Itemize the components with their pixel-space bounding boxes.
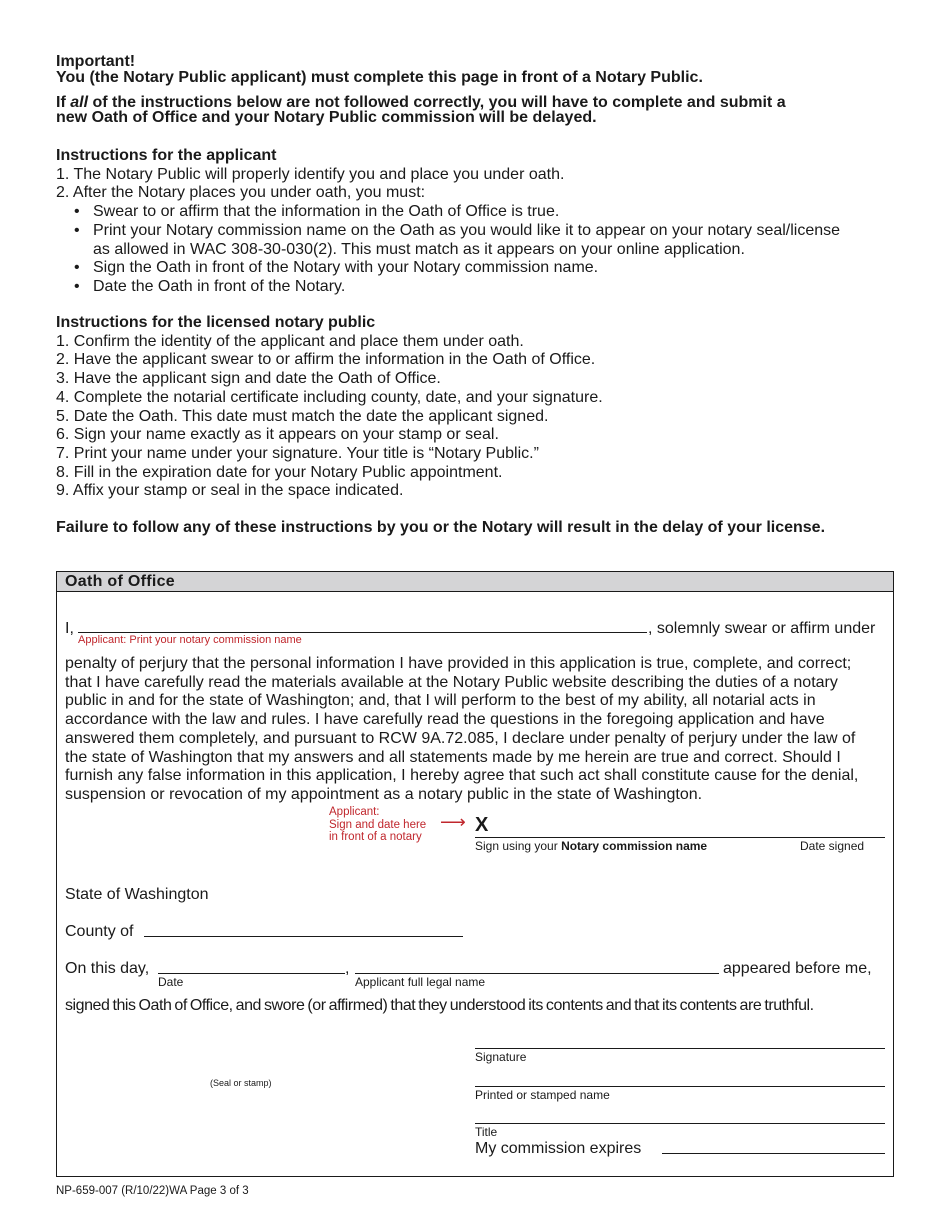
applicant-bullet-1: [56, 203, 840, 222]
applicant-item-2: 2. After the Notary places you under oath, you must:: [56, 184, 426, 202]
on-this-day-label: On this day,: [65, 960, 150, 977]
notary-item: 8. Fill in the expiration date for your Notary Public appointment.: [56, 463, 503, 481]
oath-paragraph-line: the state of Washington that my answers and all statements made by me herein are true and correct. Should I: [65, 748, 841, 766]
notary-item: 2. Have the applicant swear to or affirm the information in the Oath of Office.: [56, 351, 596, 369]
header-line-3: new Oath of Office and your Notary Public commission will be delayed.: [56, 109, 597, 126]
notary-item: 6. Sign your name exactly as it appears on your stamp or seal.: [56, 426, 499, 444]
date-label: Date: [158, 975, 184, 989]
title-line[interactable]: [475, 1123, 885, 1124]
applicant-bullet-4: [56, 278, 840, 297]
oath-paragraph-line: answered them completely, and pursuant to RCW 9A.72.085, I declare under penalty of perjury under the law of: [65, 729, 856, 747]
bullet-dot: •: [74, 277, 80, 295]
commission-name-input[interactable]: [78, 632, 647, 633]
county-input[interactable]: [144, 936, 463, 937]
commission-expires-label: My commission expires: [475, 1140, 642, 1157]
arrow-right-icon: ⟶: [440, 812, 466, 832]
oath-paragraph-line: that I have carefully read the materials available at the Notary Public website describing the duties of a notary: [65, 673, 838, 691]
applicant-instructions-title: Instructions for the applicant: [56, 147, 277, 164]
state-label: State of Washington: [65, 886, 209, 903]
notary-item: 7. Print your name under your signature. Your title is “Notary Public.”: [56, 444, 539, 462]
sign-hint-line: in front of a notary: [329, 831, 422, 843]
header-line-2-em: all: [70, 94, 89, 111]
legal-name-label: Applicant full legal name: [355, 975, 486, 989]
applicant-legal-name-input[interactable]: [355, 973, 719, 974]
oath-paragraph-line: suspension or revocation of my appointment as a notary public in the state of Washington.: [65, 785, 703, 803]
header-line-1: You (the Notary Public applicant) must complete this page in front of a Notary Public.: [56, 69, 703, 86]
title-label: Title: [475, 1125, 498, 1139]
notary-signature-line[interactable]: [475, 1048, 885, 1049]
sign-label: [475, 839, 707, 853]
applicant-bullet-text: Print your Notary commission name on the Oath as you would like it to appear on your notary seal/license: [93, 221, 841, 239]
applicant-signature-line[interactable]: [475, 837, 885, 838]
sign-label-bold: Notary commission name: [561, 839, 708, 853]
important-heading: Important!: [56, 53, 136, 70]
failure-warning: Failure to follow any of these instructions by you or the Notary will result in the delay of your license.: [56, 519, 826, 536]
bullet-dot: •: [74, 221, 80, 239]
applicant-bullet-text: as allowed in WAC 308-30-030(2). This must match as it appears on your online application.: [93, 240, 745, 258]
printed-name-line[interactable]: [475, 1086, 885, 1087]
bullet-dot: •: [74, 259, 80, 277]
printed-name-label: Printed or stamped name: [475, 1088, 610, 1102]
applicant-bullet-3: [56, 259, 840, 278]
applicant-instructions: [56, 147, 840, 297]
oath-title: Oath of Office: [65, 573, 175, 590]
county-label: County of: [65, 923, 134, 940]
notary-item: 3. Have the applicant sign and date the Oath of Office.: [56, 370, 441, 388]
signed-oath-line: signed this Oath of Office, and swore (or affirmed) that they understood its contents and that its contents are truthful.: [65, 997, 814, 1014]
notary-item: 4. Complete the notarial certificate including county, date, and your signature.: [56, 388, 603, 406]
commission-name-hint: Applicant: Print your notary commission name: [78, 634, 302, 646]
notary-item: 9. Affix your stamp or seal in the space indicated.: [56, 482, 404, 500]
notary-instructions-title: Instructions for the licensed notary public: [56, 314, 376, 331]
oath-paragraph: [65, 655, 893, 805]
applicant-bullet-text: Sign the Oath in front of the Notary with your Notary commission name.: [93, 259, 599, 277]
header-line-2-post: of the instructions below are not followed correctly, you will have to complete and submit a: [88, 94, 786, 111]
applicant-sign-hint: [329, 806, 426, 844]
oath-paragraph-line: public in and for the state of Washington; and, that I will perform to the best of my ability, all notarial acts in: [65, 692, 816, 710]
applicant-bullet-2-cont: [56, 241, 840, 260]
notary-item: 1. Confirm the identity of the applicant and place them under oath.: [56, 332, 524, 350]
notary-item: 5. Date the Oath. This date must match the date the applicant signed.: [56, 407, 549, 425]
oath-paragraph-line: penalty of perjury that the personal information I have provided in this application is true, complete, and correct;: [65, 655, 852, 672]
notary-instructions: [56, 314, 603, 501]
date-input[interactable]: [158, 973, 345, 974]
signature-label: Signature: [475, 1050, 527, 1064]
sign-hint-line: Applicant:: [329, 806, 380, 818]
swear-suffix: , solemnly swear or affirm under: [648, 620, 876, 637]
signature-x-mark: X: [475, 814, 489, 836]
oath-i-label: I,: [65, 620, 74, 637]
form-footer: NP-659-007 (R/10/22)WA Page 3 of 3: [56, 1185, 249, 1197]
date-signed-label: Date signed: [800, 839, 865, 853]
oath-paragraph-line: furnish any false information in this application, I hereby agree that such act shall constitute cause for the denial,: [65, 767, 859, 785]
date-comma: ,: [345, 960, 350, 977]
sign-hint-line: Sign and date here: [329, 818, 427, 831]
applicant-bullet-text: Date the Oath in front of the Notary.: [93, 277, 346, 295]
seal-stamp-label: (Seal or stamp): [210, 1078, 272, 1088]
bullet-dot: •: [74, 203, 80, 221]
applicant-item-1: 1. The Notary Public will properly identify you and place you under oath.: [56, 165, 565, 183]
oath-header-bar: [57, 572, 893, 592]
commission-expires-input[interactable]: [662, 1153, 885, 1154]
sign-label-pre: Sign using your: [475, 839, 562, 853]
header-line-2-pre: If: [56, 94, 71, 111]
applicant-bullet-2: [56, 222, 840, 241]
appeared-label: appeared before me,: [723, 960, 872, 977]
oath-paragraph-line: accordance with the law and rules. I have carefully read the questions in the foregoing application and have: [65, 711, 825, 729]
applicant-bullet-text: Swear to or affirm that the information in the Oath of Office is true.: [93, 203, 560, 221]
